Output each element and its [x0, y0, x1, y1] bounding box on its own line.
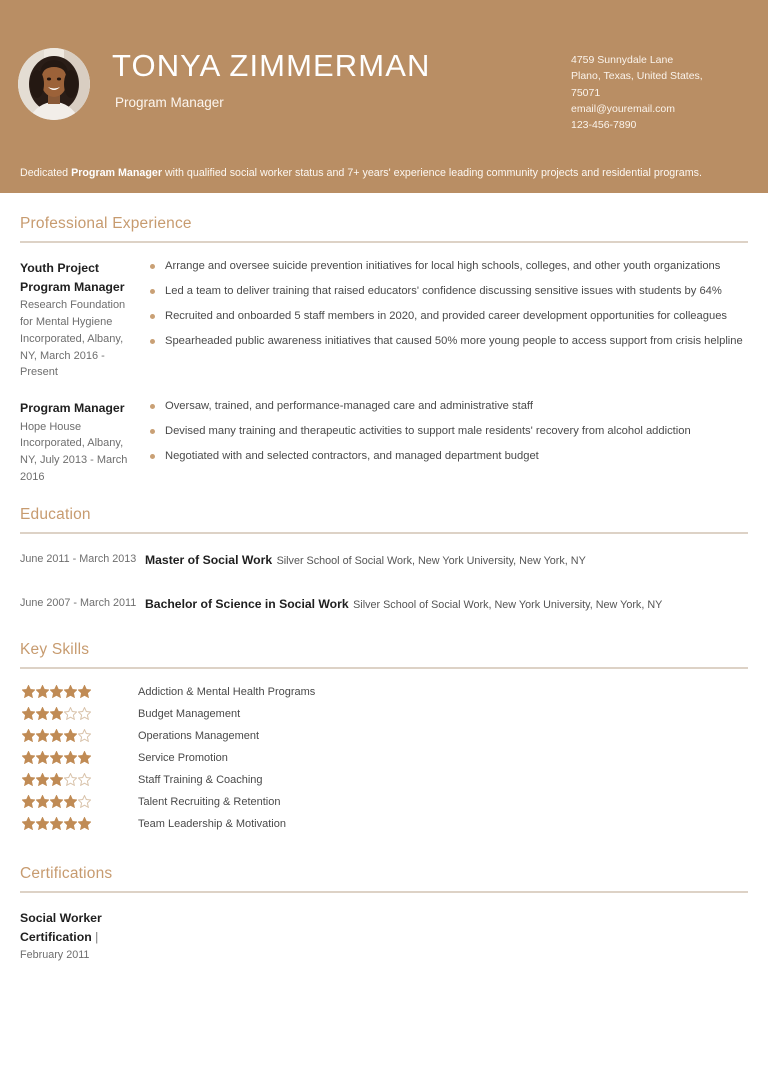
skill-rating: [20, 727, 138, 745]
portrait-photo-icon: [18, 48, 90, 120]
education-entry-right: [145, 595, 748, 613]
section-experience: [20, 215, 748, 486]
skill-label: Team Leadership & Motivation: [138, 817, 286, 830]
skill-label: Talent Recruiting & Retention: [138, 795, 281, 808]
certification-date: February 2011: [20, 948, 90, 961]
section-skills: [20, 641, 748, 835]
skill-row: [20, 725, 748, 747]
skill-label: Operations Management: [138, 729, 260, 742]
page-title: TONYA ZIMMERMAN: [112, 48, 431, 83]
star-filled-icon: [78, 751, 91, 764]
experience-entry-right: [145, 259, 748, 359]
resume-body: [0, 215, 768, 961]
skill-label: Budget Management: [138, 707, 241, 720]
skill-row: [20, 703, 748, 725]
certification-title-wrap: [20, 909, 130, 947]
experience-job-title-line1: Youth Project: [20, 261, 100, 275]
star-filled-icon: [50, 729, 63, 742]
education-date: June 2011 - March 2013: [20, 552, 137, 565]
skill-label: Addiction & Mental Health Programs: [138, 685, 316, 698]
education-school: Silver School of Social Work, New York University, New York, NY: [353, 598, 663, 611]
avatar: [18, 48, 90, 120]
experience-entry-right: [145, 399, 748, 474]
job-title-subtitle: Program Manager: [115, 94, 224, 110]
experience-entry-left: [20, 399, 145, 486]
skill-rating: [20, 815, 138, 833]
experience-entry: [20, 399, 748, 486]
experience-bullet-list: [145, 399, 748, 464]
list-item: Arrange and oversee suicide prevention initiatives for local high schools, colleges, and other youth organizations: [145, 259, 748, 274]
list-item: Spearheaded public awareness initiatives that caused 50% more young people to access support from crisis helpline: [145, 334, 748, 349]
skill-row: [20, 769, 748, 791]
skill-rating: [20, 749, 138, 767]
skill-row: [20, 747, 748, 769]
contact-phone[interactable]: 123-456-7890: [571, 119, 637, 132]
skill-row: [20, 813, 748, 835]
experience-job-title-line2: Program Manager: [20, 279, 125, 294]
star-empty-icon: [78, 795, 91, 808]
star-empty-icon: [78, 773, 91, 786]
skill-label: Service Promotion: [138, 751, 228, 764]
star-filled-icon: [36, 817, 49, 830]
certification-separator: |: [91, 929, 99, 944]
star-filled-icon: [78, 685, 91, 698]
star-filled-icon: [64, 751, 77, 764]
star-filled-icon: [50, 707, 63, 720]
star-filled-icon: [50, 773, 63, 786]
star-filled-icon: [36, 751, 49, 764]
summary-bold: Program Manager: [71, 167, 162, 179]
star-filled-icon: [22, 751, 35, 764]
section-divider: [20, 891, 748, 893]
section-heading-experience: Professional Experience: [20, 215, 192, 232]
resume-header: [0, 0, 768, 193]
section-divider: [20, 532, 748, 534]
experience-entry: [20, 259, 748, 381]
star-filled-icon: [50, 685, 63, 698]
star-filled-icon: [22, 685, 35, 698]
skill-rating: [20, 683, 138, 701]
section-certifications: [20, 865, 748, 961]
star-filled-icon: [36, 729, 49, 742]
star-filled-icon: [22, 773, 35, 786]
list-item: Oversaw, trained, and performance-managed care and administrative staff: [145, 399, 748, 414]
education-degree: Master of Social Work: [145, 552, 273, 567]
professional-summary: [20, 167, 748, 181]
education-entry: [20, 551, 748, 569]
skill-row: [20, 681, 748, 703]
education-entry-left: [20, 595, 145, 611]
education-entry-left: [20, 551, 145, 567]
certification-entry: [20, 909, 748, 961]
star-empty-icon: [78, 729, 91, 742]
education-school: Silver School of Social Work, New York University, New York, NY: [276, 554, 586, 567]
contact-details: [571, 52, 746, 133]
star-filled-icon: [22, 817, 35, 830]
section-heading-certifications: Certifications: [20, 864, 113, 882]
star-filled-icon: [22, 795, 35, 808]
experience-entry-left: [20, 259, 145, 381]
summary-before: Dedicated: [20, 167, 72, 179]
section-heading-education: Education: [20, 505, 91, 523]
education-entry: [20, 595, 748, 613]
skills-list: [20, 681, 748, 835]
list-item: Recruited and onboarded 5 staff members in 2020, and provided career development opportunities for colleagues: [145, 309, 748, 324]
summary-after: with qualified social worker status and 7+ years' experience leading community projects and residential programs.: [161, 167, 702, 179]
certification-title: Social Worker Certification: [20, 910, 102, 944]
skill-row: [20, 791, 748, 813]
star-filled-icon: [22, 729, 35, 742]
star-empty-icon: [64, 773, 77, 786]
section-education: [20, 506, 748, 613]
contact-address-line3: 75071: [571, 86, 601, 99]
star-filled-icon: [64, 685, 77, 698]
star-filled-icon: [36, 685, 49, 698]
contact-address-line1: 4759 Sunnydale Lane: [571, 54, 674, 66]
star-filled-icon: [50, 817, 63, 830]
star-filled-icon: [50, 795, 63, 808]
list-item: Devised many training and therapeutic activities to support male residents' recovery from alcohol addiction: [145, 424, 748, 439]
education-date: June 2007 - March 2011: [20, 596, 137, 609]
star-filled-icon: [36, 707, 49, 720]
section-divider: [20, 667, 748, 669]
star-filled-icon: [36, 773, 49, 786]
section-divider: [20, 241, 748, 243]
skill-rating: [20, 705, 138, 723]
experience-bullet-list: [145, 259, 748, 349]
star-filled-icon: [64, 729, 77, 742]
list-item: Led a team to deliver training that raised educators' confidence discussing sensitive issues with students by 64%: [145, 284, 748, 299]
list-item: Negotiated with and selected contractors, and managed department budget: [145, 449, 748, 464]
section-heading-skills: Key Skills: [20, 640, 90, 658]
experience-job-meta: Hope House Incorporated, Albany, NY, July 2013 - March 2016: [20, 420, 128, 483]
star-filled-icon: [50, 751, 63, 764]
contact-address-line2: Plano, Texas, United States,: [571, 70, 703, 83]
star-filled-icon: [64, 795, 77, 808]
experience-job-title-line1: Program Manager: [20, 400, 125, 415]
star-filled-icon: [64, 817, 77, 830]
star-empty-icon: [78, 707, 91, 720]
skill-rating: [20, 793, 138, 811]
skill-label: Staff Training & Coaching: [138, 773, 263, 786]
star-filled-icon: [36, 795, 49, 808]
education-degree: Bachelor of Science in Social Work: [145, 596, 349, 611]
star-filled-icon: [22, 707, 35, 720]
star-empty-icon: [64, 707, 77, 720]
education-entry-right: [145, 551, 748, 569]
skill-rating: [20, 771, 138, 789]
star-filled-icon: [78, 817, 91, 830]
experience-job-meta: Research Foundation for Mental Hygiene Incorporated, Albany, NY, March 2016 - Present: [20, 299, 126, 379]
contact-email[interactable]: email@youremail.com: [571, 102, 676, 115]
